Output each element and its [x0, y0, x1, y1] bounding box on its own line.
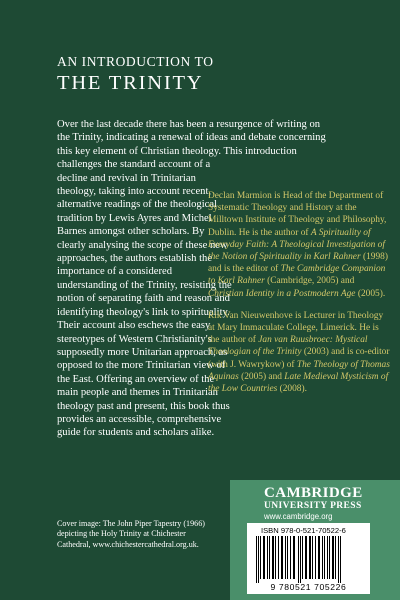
bio-marmion-text-1: Declan Marmion is Head of the Department of Systematic Theology and History at the Milltown Institute of Theology and Philosophy, Dublin. He is the author of — [208, 191, 387, 238]
bio-nieuwenhove — [208, 310, 390, 395]
blurb-body: challenges the standard account of a decline and revival in Trinitarian theology, taking into account recent, alternative readings of the theological tradition by Lewis Ayres and Michel Barnes amongst other scholars. By clearly analysing the scope of these new approaches, the authors establish the importance of a considered understanding of the Trinity, resisting the notion of separating faith and reason and identifying theology's link to spirituality. Their account also eschews the easy stereotypes of Western Christianity's supposedly more Unitarian approach, as opposed to the more Trinitarian view of the East. Offering an overview of the main people and themes in Trinitarian theology past and present, this book thus provides an accessible, comprehensive guide for students and scholars alike. — [57, 159, 232, 439]
bio-marmion-text-3: (Cambridge, 2005) and — [264, 276, 355, 287]
bio-nieuwenhove-book-3: Late Medieval Mysticism of the Low Countries — [208, 371, 389, 395]
barcode-bar — [324, 536, 325, 579]
bio-marmion — [208, 190, 390, 300]
title-block — [57, 54, 377, 95]
publisher-name: CAMBRIDGE — [264, 485, 363, 501]
barcode-bar — [278, 536, 279, 579]
barcode-box — [247, 523, 370, 594]
barcode-bar — [269, 536, 270, 579]
bio-nieuwenhove-book-2: The Theology of Thomas Aquinas — [208, 359, 390, 382]
barcode-bar — [315, 536, 316, 579]
bio-nieuwenhove-text-2: (2003) and is co-editor (with J. Wawrykow) of — [208, 347, 390, 370]
barcode-bar — [281, 536, 283, 579]
bio-marmion-book-3: Christian Identity in a Postmodern Age — [208, 288, 356, 299]
barcode-bar — [305, 536, 307, 579]
bio-marmion-text-4: (2005). — [355, 288, 386, 299]
bio-nieuwenhove-text-1: Rik Van Nieuwenhove is Lecturer in Theology at Mary Immaculate College, Limerick. He is the author of — [208, 310, 384, 346]
barcode-bar — [285, 536, 286, 579]
barcode-bar — [329, 536, 330, 579]
barcode-bar — [332, 536, 334, 579]
bio-marmion-text-2: (1998) and is the editor of — [208, 252, 388, 275]
book-title: THE TRINITY — [57, 72, 204, 94]
bio-marmion-book-1: A Spirituality of Everyday Faith: A Theological Investigation of the Notion of Spirituality in Karl Rahner — [208, 227, 385, 263]
barcode-bar — [298, 536, 299, 583]
title-kicker: AN INTRODUCTION TO — [57, 54, 214, 69]
barcode-bar — [267, 536, 268, 579]
barcode-bar — [335, 536, 336, 579]
barcode-bar — [302, 536, 303, 579]
blurb-line-1: Over the last decade there has been a resurgence of writing on — [57, 119, 321, 130]
isbn-label: ISBN 978-0-521-70522-6 — [261, 526, 346, 535]
barcode-bar — [309, 536, 311, 579]
barcode-bar — [338, 536, 339, 583]
barcode-bar — [312, 536, 313, 579]
barcode-bar — [327, 536, 328, 579]
barcode-bar — [318, 536, 320, 579]
barcode-digits: 9 780521 705226 — [270, 582, 347, 592]
barcode-bar — [258, 536, 259, 583]
author-bios — [208, 190, 390, 405]
barcode-bar — [322, 536, 323, 579]
barcode-bar — [275, 536, 276, 579]
barcode-bar — [256, 536, 257, 583]
bio-nieuwenhove-book-1: Jan van Ruusbroec: Mystical Theologian of the Trinity — [208, 335, 368, 358]
bio-nieuwenhove-text-4: (2008). — [277, 384, 307, 395]
publisher-subtitle: UNIVERSITY PRESS — [264, 501, 362, 511]
barcode-icon — [255, 536, 362, 583]
blurb-line-2: the Trinity, indicating a renewal of ideas and debate concerning — [57, 132, 326, 144]
barcode-bar — [263, 536, 265, 579]
cover-image-credit: Cover image: The John Piper Tapestry (1966) depicting the Holy Trinity at Chichester Cathedral, www.chichestercathedral.org.uk. — [57, 519, 205, 549]
barcode-bar — [293, 536, 295, 579]
barcode-bar — [300, 536, 301, 583]
barcode-bar — [260, 536, 261, 579]
bio-nieuwenhove-text-3: (2005) and — [238, 371, 285, 382]
barcode-bar — [290, 536, 291, 579]
bio-marmion-book-2: The Cambridge Companion to Karl Rahner — [208, 264, 386, 287]
barcode-bar — [340, 536, 341, 583]
barcode-bar — [272, 536, 274, 579]
publisher-url: www.cambridge.org — [264, 512, 333, 521]
barcode-bar — [287, 536, 288, 579]
blurb-line-3: this key element of Christian theology. This introduction — [57, 145, 297, 157]
